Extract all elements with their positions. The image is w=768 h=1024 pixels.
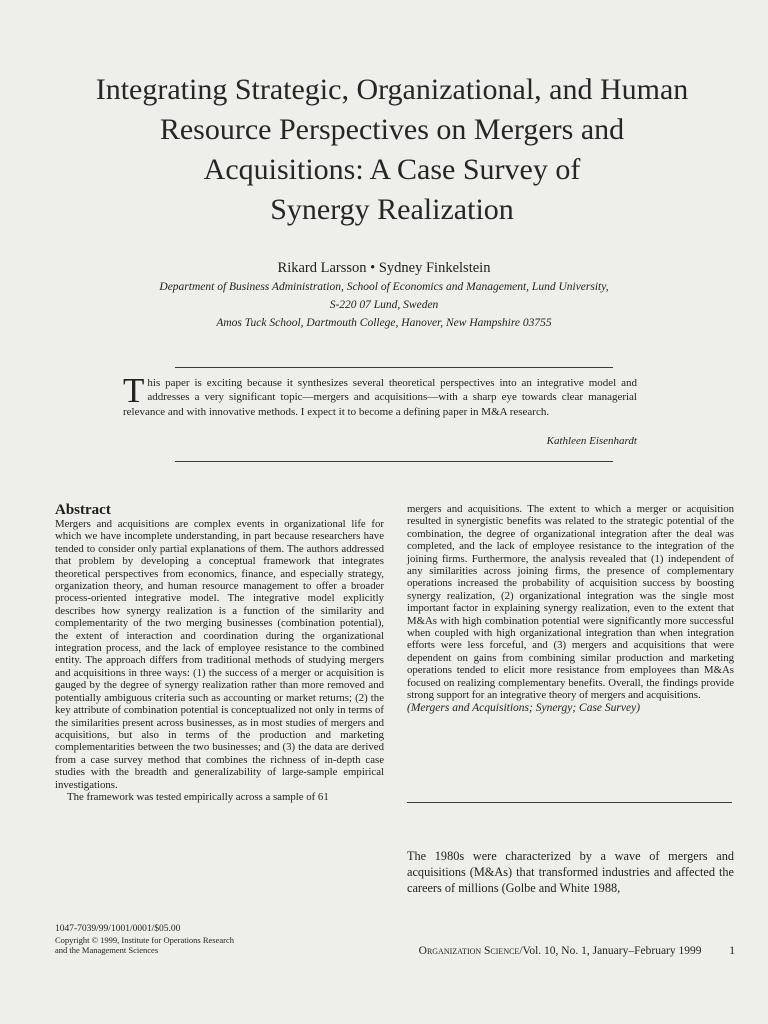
title-line: Resource Perspectives on Mergers and — [159, 113, 625, 146]
keywords: (Mergers and Acquisitions; Synergy; Case Survey) — [407, 701, 641, 714]
intro-bottom-rule — [175, 461, 613, 462]
article-title — [40, 70, 744, 230]
abstract-paragraph-continued: The framework was tested empirically across a sample of 61 — [67, 790, 329, 803]
abstract-heading: Abstract — [55, 502, 111, 518]
intro-text: his paper is exciting because it synthesizes several theoretical perspectives into an integrative model and addresses a very significant topic—mergers and acquisitions—with a sharp eye towards clear managerial relevance and with innovative methods. I expect it to become a defining paper in M&A research. — [123, 377, 637, 418]
drop-cap: T — [123, 371, 145, 410]
page-number: 1 — [729, 945, 735, 957]
abstract-left-column — [55, 518, 384, 803]
abstract-paragraph: Mergers and acquisitions are complex events in organizational life for which we have incomplete understanding, in part because researchers have tended to consider only partial explanations of them. The authors addressed that problem by developing a conceptual framework that integrates theoretical perspectives from economics, finance, and especially strategy, organization theory, and human resource management to offer a broader process-oriented integrative model. The integrative model explicitly describes how synergy realization is a function of the similarity and complementarity of the two merging businesses (combination potential), the extent of interaction and coordination during the organizational integration process, and the lack of employee resistance to the combined entity. The approach differs from traditional methods of studying mergers and acquisitions in three ways: (1) the success of a merger or acquisition is gauged by the degree of synergy realization rather than more removed and potentially ambiguous criteria such as accounting or market returns; (2) the key attribute of combination potential is conceptualized not only in terms of the similarities present across businesses, as in most studies of mergers and acquisitions, but also in terms of the production and marketing complementarities between the two businesses; and (3) the data are derived from a case survey method that combines the richness of in-depth case studies with the breadth and generalizability of large-sample empirical investigations. — [55, 518, 384, 791]
title-line: Integrating Strategic, Organizational, and Human — [95, 73, 689, 106]
copyright-line: Copyright © 1999, Institute for Operations Research — [55, 935, 235, 945]
affiliation-lund — [40, 278, 728, 314]
journal-footer — [340, 945, 735, 957]
journal-name: Organization Science — [418, 945, 520, 957]
body-text-start: The 1980s were characterized by a wave of mergers and acquisitions (M&As) that transformed industries and affected the careers of millions (Golbe and White 1988, — [407, 849, 734, 895]
journal-issue: /Vol. 10, No. 1, January–February 1999 — [519, 945, 702, 957]
intro-top-rule — [175, 367, 613, 368]
abstract-paragraph: mergers and acquisitions. The extent to which a merger or acquisition resulted in synergistic benefits was related to the strategic potential of the combination, the degree of organizational integration after the deal was completed, and the lack of employee resistance to the integration of the joining firms. Furthermore, the analysis revealed that (1) independent of any similarities across joining firms, the presence of complementary operations increased the probability of acquisition success by boosting synergy realization, (2) organizational integration was the single most important factor in explaining synergy realization, even to the extent that M&As with high combination potential were significantly more successful when coupled with high organizational integration than when integration efforts were less forceful, and (3) mergers and acquisitions that were dependent on gains from combining similar production and marketing operations tended to elicit more resistance from employees than M&As focused on realizing complementary benefits. Overall, the findings provide strong support for an integrative theory of mergers and acquisitions. — [407, 503, 734, 702]
author-names: Rikard Larsson • Sydney Finkelstein — [277, 260, 491, 276]
title-line: Acquisitions: A Case Survey of — [203, 153, 581, 186]
keywords-rule — [407, 802, 732, 803]
footer-copyright-block — [55, 924, 295, 955]
abstract-right-column — [407, 503, 734, 714]
affiliation-line: Department of Business Administration, School of Economics and Management, Lund University, — [159, 281, 609, 293]
affiliation-line: S-220 07 Lund, Sweden — [329, 299, 439, 311]
issn-code: 1047-7039/99/1001/0001/$05.00 — [55, 924, 181, 934]
title-line: Synergy Realization — [270, 193, 514, 226]
intro-signature: Kathleen Eisenhardt — [546, 435, 637, 447]
copyright-line: and the Management Sciences — [55, 945, 159, 955]
editor-intro — [123, 371, 637, 419]
affiliation-dartmouth: Amos Tuck School, Dartmouth College, Hanover, New Hampshire 03755 — [216, 317, 552, 329]
